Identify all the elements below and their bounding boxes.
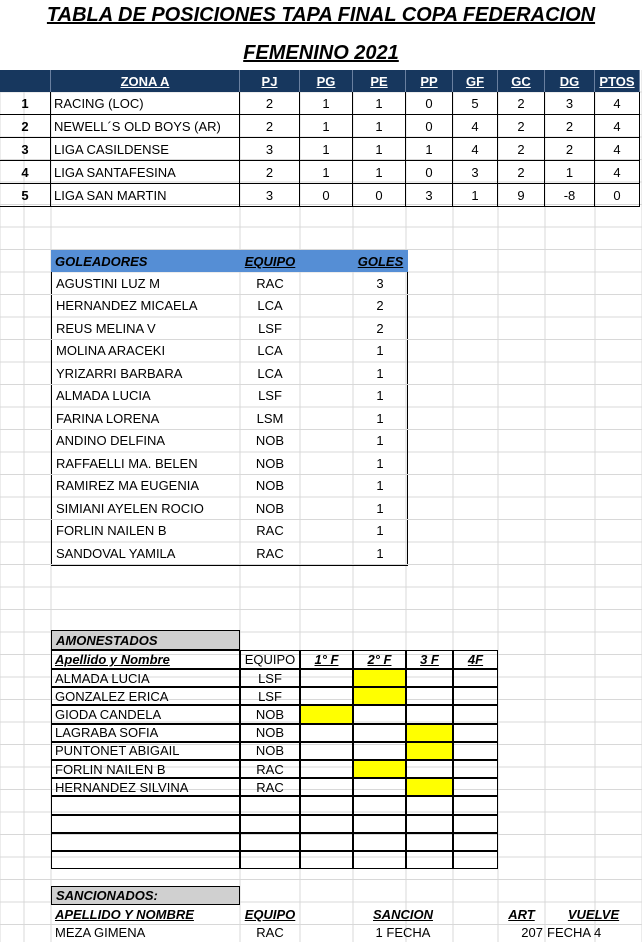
caution-fecha-cell: [406, 815, 453, 833]
caution-highlight: [353, 687, 406, 705]
standings-pj: 2: [240, 92, 300, 115]
caution-fecha-cell: [300, 796, 353, 814]
caution-fecha-cell: [453, 742, 498, 760]
caution-name: HERNANDEZ SILVINA: [51, 778, 240, 796]
caution-team: LSF: [240, 669, 300, 687]
standings-pg: 1: [300, 115, 353, 138]
caution-empty-team: [240, 851, 300, 869]
scorer-team: RAC: [256, 545, 284, 561]
caution-fecha-cell: [300, 669, 353, 687]
caution-fecha-cell: [406, 851, 453, 869]
standings-team-name: LIGA SAN MARTIN: [51, 184, 240, 207]
scorer-team: NOB: [255, 433, 285, 448]
scorer-team: LSF: [258, 320, 282, 336]
caution-team: LSF: [240, 687, 300, 705]
scorer-goals: 1: [353, 475, 408, 497]
caution-fecha-cell: [453, 669, 498, 687]
sanctions-header-name: APELLIDO Y NOMBRE: [55, 906, 194, 922]
scorer-goals: 3: [353, 272, 408, 294]
caution-fecha-cell: [353, 724, 406, 742]
scorer-team: LSF: [258, 388, 282, 403]
standings-pp: 0: [406, 92, 453, 115]
standings-pe: 1: [353, 161, 406, 184]
standings-pe: 0: [353, 184, 406, 207]
scorer-name: FORLIN NAILEN B: [51, 520, 240, 542]
standings-gc: 2: [498, 92, 545, 115]
standings-header-gc: GC: [498, 70, 545, 92]
standings-ptos: 0: [595, 184, 640, 207]
caution-name: GIODA CANDELA: [51, 705, 240, 723]
cautions-title: AMONESTADOS: [51, 630, 240, 650]
caution-fecha-cell: [300, 815, 353, 833]
scorer-team: LCA: [257, 365, 283, 381]
sanction-name: MEZA GIMENA: [55, 924, 146, 940]
scorer-goals: 1: [353, 497, 408, 519]
standings-pe: 1: [353, 138, 406, 161]
standings-pg: 0: [300, 184, 353, 207]
scorer-goals: 1: [353, 340, 408, 362]
standings-gc: 2: [498, 138, 545, 161]
cautions-header-f3: 3 F: [406, 650, 453, 669]
standings-pg: 1: [300, 161, 353, 184]
standings-pe: 1: [353, 115, 406, 138]
caution-fecha-cell: [406, 760, 453, 778]
caution-team: RAC: [240, 778, 300, 796]
caution-fecha-cell: [453, 851, 498, 869]
standings-gf: 4: [453, 138, 498, 161]
cautions-header-team: EQUIPO: [240, 650, 300, 669]
caution-empty-name: [51, 796, 240, 814]
scorer-team: NOB: [255, 500, 285, 516]
scorers-header-name: GOLEADORES: [51, 250, 240, 272]
caution-fecha-cell: [406, 687, 453, 705]
standings-pj: 2: [240, 115, 300, 138]
scorer-goals: 1: [353, 452, 408, 474]
scorer-team: NOB: [255, 455, 285, 471]
caution-fecha-cell: [353, 815, 406, 833]
scorer-goals: 1: [353, 542, 408, 564]
caution-empty-name: [51, 815, 240, 833]
standings-pp: 3: [406, 184, 453, 207]
caution-name: PUNTONET ABIGAIL: [51, 742, 240, 760]
caution-name: GONZALEZ ERICA: [51, 687, 240, 705]
standings-gf: 1: [453, 184, 498, 207]
sanction-art: 207: [521, 924, 543, 940]
standings-team-name: RACING (LOC): [51, 92, 240, 115]
scorer-name: FARINA LORENA: [51, 407, 240, 429]
sanctions-header-art: ART: [508, 906, 535, 922]
cautions-header-f1: 1° F: [300, 650, 353, 669]
caution-team: NOB: [240, 705, 300, 723]
standings-header-ptos: PTOS: [595, 70, 640, 92]
standings-pj: 3: [240, 184, 300, 207]
caution-fecha-cell: [353, 833, 406, 851]
sanctions-header-sanction: SANCION: [373, 906, 433, 922]
standings-dg: -8: [545, 184, 595, 207]
caution-empty-name: [51, 851, 240, 869]
scorer-name: YRIZARRI BARBARA: [51, 362, 240, 384]
caution-fecha-cell: [300, 778, 353, 796]
caution-fecha-cell: [453, 760, 498, 778]
caution-fecha-cell: [453, 724, 498, 742]
scorer-team: RAC: [256, 523, 284, 538]
standings-gc: 2: [498, 115, 545, 138]
scorer-name: RAFFAELLI MA. BELEN: [51, 452, 240, 474]
sanction-returns: FECHA 4: [547, 924, 602, 940]
scorer-team: NOB: [255, 478, 285, 493]
caution-fecha-cell: [406, 669, 453, 687]
caution-fecha-cell: [453, 796, 498, 814]
scorer-goals: 2: [353, 295, 408, 317]
caution-name: LAGRABA SOFIA: [51, 724, 240, 742]
standings-pg: 1: [300, 92, 353, 115]
scorer-goals: 1: [353, 362, 408, 384]
scorer-name: ANDINO DELFINA: [51, 430, 240, 452]
caution-team: NOB: [240, 742, 300, 760]
scorer-name: MOLINA ARACEKI: [51, 340, 240, 362]
standings-pos: 4: [0, 161, 51, 184]
scorer-name: AGUSTINI LUZ M: [51, 272, 240, 294]
standings-header-pos: [0, 70, 51, 92]
cautions-header-f4: 4F: [453, 650, 498, 669]
caution-fecha-cell: [300, 724, 353, 742]
caution-fecha-cell: [353, 796, 406, 814]
standings-team-name: NEWELL´S OLD BOYS (AR): [51, 115, 240, 138]
caution-fecha-cell: [453, 778, 498, 796]
caution-fecha-cell: [353, 705, 406, 723]
caution-team: NOB: [240, 724, 300, 742]
standings-pj: 2: [240, 161, 300, 184]
caution-fecha-cell: [353, 851, 406, 869]
sanctions-header-returns: VUELVE: [567, 906, 620, 922]
caution-fecha-cell: [453, 687, 498, 705]
caution-fecha-cell: [300, 760, 353, 778]
scorer-name: REUS MELINA V: [51, 317, 240, 339]
caution-fecha-cell: [300, 742, 353, 760]
standings-gc: 2: [498, 161, 545, 184]
cautions-header-name: Apellido y Nombre: [51, 650, 240, 669]
caution-fecha-cell: [406, 796, 453, 814]
caution-highlight: [353, 760, 406, 778]
standings-pos: 1: [0, 92, 51, 115]
standings-pe: 1: [353, 92, 406, 115]
scorers-header-goals: GOLES: [353, 250, 408, 272]
standings-gf: 4: [453, 115, 498, 138]
standings-pos: 2: [0, 115, 51, 138]
caution-fecha-cell: [453, 705, 498, 723]
standings-header-zona-a: ZONA A: [51, 70, 240, 92]
caution-fecha-cell: [300, 833, 353, 851]
scorer-name: RAMIREZ MA EUGENIA: [51, 475, 240, 497]
scorer-goals: 1: [353, 385, 408, 407]
standings-dg: 2: [545, 138, 595, 161]
scorer-goals: 1: [353, 520, 408, 542]
standings-pp: 1: [406, 138, 453, 161]
standings-pos: 3: [0, 138, 51, 161]
caution-fecha-cell: [353, 742, 406, 760]
standings-pp: 0: [406, 161, 453, 184]
scorer-team: LSM: [256, 410, 284, 426]
sanctions-title: SANCIONADOS:: [51, 886, 240, 905]
page-title-line1: TABLA DE POSICIONES TAPA FINAL COPA FEDERACION: [46, 4, 596, 26]
scorers-bottom-border: [51, 565, 408, 566]
cautions-header-f2: 2° F: [353, 650, 406, 669]
standings-pp: 0: [406, 115, 453, 138]
caution-highlight: [406, 724, 453, 742]
standings-pj: 3: [240, 138, 300, 161]
standings-ptos: 4: [595, 115, 640, 138]
standings-header-pp: PP: [406, 70, 453, 92]
standings-header-gf: GF: [453, 70, 498, 92]
caution-fecha-cell: [453, 833, 498, 851]
standings-gf: 3: [453, 161, 498, 184]
sanction-text: 1 FECHA: [375, 924, 431, 940]
caution-name: ALMADA LUCIA: [51, 669, 240, 687]
caution-team: RAC: [240, 760, 300, 778]
caution-fecha-cell: [353, 778, 406, 796]
scorer-goals: 1: [353, 430, 408, 452]
standings-header-dg: DG: [545, 70, 595, 92]
standings-ptos: 4: [595, 92, 640, 115]
caution-fecha-cell: [300, 687, 353, 705]
scorer-name: SIMIANI AYELEN ROCIO: [51, 497, 240, 519]
standings-gf: 5: [453, 92, 498, 115]
caution-highlight: [406, 778, 453, 796]
standings-pos: 5: [0, 184, 51, 207]
caution-highlight: [353, 669, 406, 687]
caution-fecha-cell: [453, 815, 498, 833]
caution-empty-team: [240, 833, 300, 851]
standings-header-pg: PG: [300, 70, 353, 92]
sanctions-header-team: EQUIPO: [244, 906, 296, 922]
standings-team-name: LIGA SANTAFESINA: [51, 161, 240, 184]
standings-ptos: 4: [595, 138, 640, 161]
page-title-line2: FEMENINO 2021: [243, 42, 399, 64]
standings-header-pj: PJ: [240, 70, 300, 92]
caution-fecha-cell: [406, 833, 453, 851]
standings-header-pe: PE: [353, 70, 406, 92]
scorer-goals: 2: [353, 317, 408, 339]
standings-dg: 1: [545, 161, 595, 184]
scorer-name: SANDOVAL YAMILA: [51, 542, 240, 564]
caution-fecha-cell: [406, 705, 453, 723]
standings-gc: 9: [498, 184, 545, 207]
scorer-goals: 1: [353, 407, 408, 429]
scorer-name: ALMADA LUCIA: [51, 385, 240, 407]
sanction-team: RAC: [256, 924, 284, 940]
scorer-name: HERNANDEZ MICAELA: [51, 295, 240, 317]
standings-team-name: LIGA CASILDENSE: [51, 138, 240, 161]
scorer-team: LCA: [257, 298, 283, 313]
caution-empty-team: [240, 796, 300, 814]
caution-empty-team: [240, 815, 300, 833]
caution-fecha-cell: [300, 851, 353, 869]
standings-ptos: 4: [595, 161, 640, 184]
scorers-header-team: EQUIPO: [240, 250, 300, 272]
scorer-team: LCA: [257, 343, 283, 358]
standings-dg: 2: [545, 115, 595, 138]
standings-dg: 3: [545, 92, 595, 115]
standings-pg: 1: [300, 138, 353, 161]
scorer-team: RAC: [256, 275, 284, 291]
caution-empty-name: [51, 833, 240, 851]
scorers-header-filler: [300, 250, 353, 272]
caution-name: FORLIN NAILEN B: [51, 760, 240, 778]
caution-highlight: [300, 705, 353, 723]
caution-highlight: [406, 742, 453, 760]
